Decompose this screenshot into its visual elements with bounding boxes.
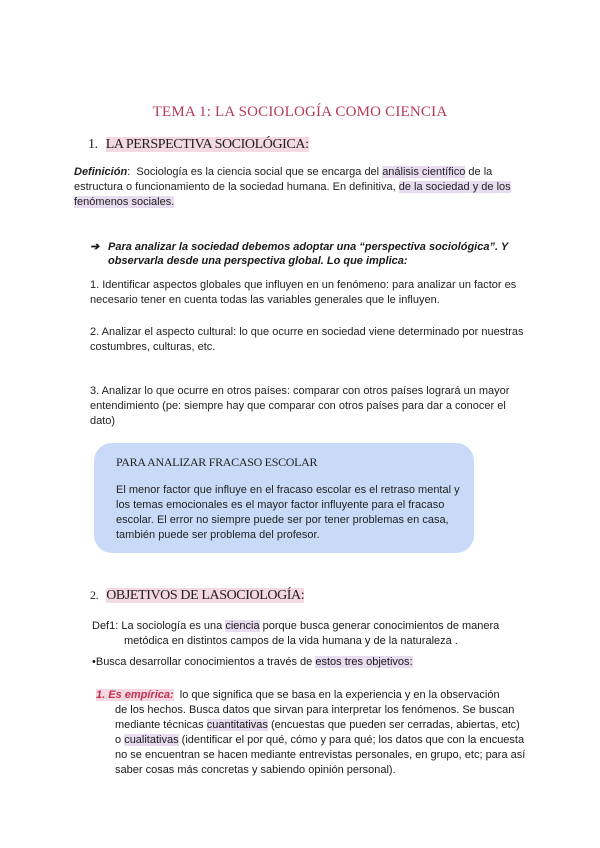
objectives-highlight: estos tres objetivos: — [315, 656, 413, 668]
definition-text-a: Sociología es la ciencia social que se encarga del — [136, 166, 380, 178]
document-title: TEMA 1: LA SOCIOLOGÍA COMO CIENCIA — [152, 104, 448, 120]
arrow-icon: ➔ — [90, 241, 100, 253]
point-3: 3. Analizar lo que ocurre en otros países: comparar con otros países logrará un mayor entendimiento (pe: siempre hay que comparar con otros países para dar a conocer el dato) — [90, 385, 510, 427]
point-1: 1. Identificar aspectos globales que influyen en un fenómeno: para analizar un factor es necesario tener en cuenta todas las variables generales que le influyen. — [90, 279, 517, 306]
def1-continuation: metódica en distintos campos de la vida humana y de la naturaleza . — [124, 635, 458, 647]
section-2-heading — [90, 588, 304, 604]
section-1-number: 1. — [88, 137, 98, 152]
definition-label: Definición — [74, 166, 128, 178]
empirica-paragraph: 1. Es empírica: lo que significa que se basa en la experiencia y en la observación de los hechos. Busca datos que sirvan para interpretar los fenómenos. Se buscan mediante técnicas cuantitativas (encuestas que pueden ser cerradas, abiertas, etc) o cualitativas (identificar el por qué, cómo y para qué; los datos que con la encuesta no se encuentran se hacen mediante entrevistas personales, en grupo, etc; para así saber cosas más concretas y sabiendo opinión personal). — [96, 689, 526, 776]
def1-paragraph: Def1: La sociología es una ciencia porque busca generar conocimientos de manera metódica en distintos campos de la vida humana y de la naturaleza . — [92, 619, 522, 649]
cualitativas-highlight: cualitativas — [124, 734, 179, 746]
section-2-title: OBJETIVOS DE LASOCIOLOGÍA: — [106, 588, 305, 603]
section-2-number: 2. — [90, 588, 99, 602]
objectives-bullet: •Busca desarrollar conocimientos a través de estos tres objetivos: — [92, 656, 413, 668]
empirica-body: de los hechos. Busca datos que sirvan para interpretar los fenómenos. Se buscan mediante técnicas cuantitativas (encuestas que pueden ser cerradas, abiertas, etc) o cualitativas (identificar el por qué, cómo y para qué; los datos que con la encuesta no se encuentran se hacen mediante entrevistas personales, en grupo, etc; para así saber cosas más concretas y sabiendo opinión personal). — [115, 704, 526, 776]
def1-highlight: ciencia — [225, 620, 260, 632]
fracaso-escolar-box — [94, 443, 474, 553]
section-1-title: LA PERSPECTIVA SOCIOLÓGICA: — [105, 137, 309, 152]
perspective-arrow-point — [90, 240, 530, 268]
perspective-text: Para analizar la sociedad debemos adoptar una “perspectiva sociológica”. Y observarla desde una perspectiva global. Lo que implica: — [108, 241, 509, 267]
definition-paragraph: Definición: Sociología es la ciencia social que se encarga del análisis científico de la estructura o funcionamiento de la sociedad humana. En definitiva, de la sociedad y de los fenómenos sociales. — [74, 166, 511, 208]
def1-label: Def1: — [92, 620, 119, 632]
box-text: El menor factor que influye en el fracaso escolar es el retraso mental y los temas emocionales es el mayor factor influyente para el fracaso escolar. El error no siempre puede ser por tener problemas en casa, también puede ser problema del profesor. — [116, 484, 460, 541]
definition-highlight-a: análisis científico — [382, 166, 466, 178]
point-2: 2. Analizar el aspecto cultural: lo que ocurre en sociedad viene determinado por nuestras costumbres, culturas, etc. — [90, 326, 524, 353]
section-1-heading — [88, 137, 309, 153]
empirica-label: 1. Es empírica: — [96, 689, 174, 701]
definition-highlight-b: de la sociedad y de los fenómenos sociales. — [74, 181, 511, 208]
cuantitativas-highlight: cuantitativas — [206, 719, 268, 731]
definition-text-b: de la estructura o funcionamiento de la sociedad humana. En definitiva, — [74, 166, 493, 193]
box-title: PARA ANALIZAR FRACASO ESCOLAR — [116, 455, 318, 469]
